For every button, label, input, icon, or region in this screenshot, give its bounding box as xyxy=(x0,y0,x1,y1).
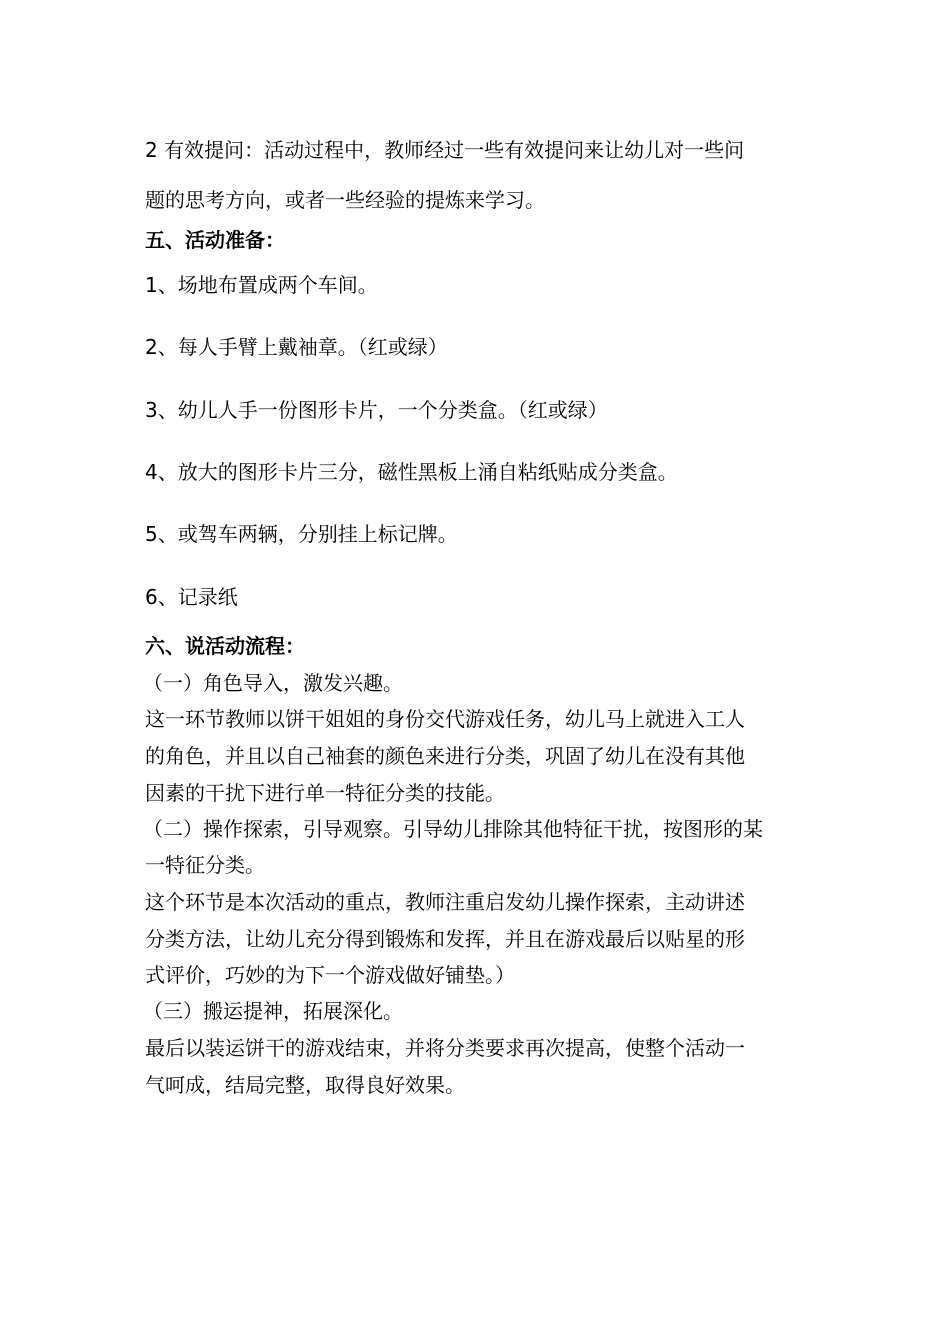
process-part-2-line-1: 这个环节是本次活动的重点，教师注重启发幼儿操作探索，主动讲述 xyxy=(145,890,745,914)
process-part-3-title: （三）搬运提神，拓展深化。 xyxy=(143,999,403,1023)
process-part-2-line-2: 分类方法，让幼儿充分得到锻炼和发挥，并且在游戏最后以贴星的形 xyxy=(145,927,745,951)
preparation-item-6: 6、记录纸 xyxy=(145,585,238,609)
process-part-1-line-3: 因素的干扰下进行单一特征分类的技能。 xyxy=(145,781,505,805)
preparation-item-3: 3、幼儿人手一份图形卡片，一个分类盒。（红或绿） xyxy=(145,398,608,422)
preparation-item-1: 1、场地布置成两个车间。 xyxy=(145,273,378,297)
process-part-2-title-line-1: （二）操作探索，引导观察。引导幼儿排除其他特征干扰，按图形的某 xyxy=(143,817,763,841)
process-part-3-line-1: 最后以装运饼干的游戏结束，并将分类要求再次提高，使整个活动一 xyxy=(145,1036,745,1060)
process-part-1-line-1: 这一环节教师以饼干姐姐的身份交代游戏任务，幼儿马上就进入工人 xyxy=(145,707,745,731)
process-part-2-line-3: 式评价，巧妙的为下一个游戏做好铺垫。） xyxy=(145,963,515,987)
process-part-3-line-2: 气呵成，结局完整，取得良好效果。 xyxy=(145,1073,465,1097)
paragraph-effective-questioning-line-2: 题的思考方向，或者一些经验的提炼来学习。 xyxy=(145,188,545,212)
preparation-item-2: 2、每人手臂上戴袖章。（红或绿） xyxy=(145,335,448,359)
paragraph-effective-questioning-line-1: 2 有效提问：活动过程中，教师经过一些有效提问来让幼儿对一些问 xyxy=(145,138,745,162)
process-part-2-title-line-2: 一特征分类。 xyxy=(145,853,265,877)
section-heading-activity-preparation: 五、活动准备： xyxy=(145,228,285,252)
section-heading-activity-process: 六、说活动流程： xyxy=(145,634,305,658)
preparation-item-5: 5、或驾车两辆，分别挂上标记牌。 xyxy=(145,522,458,546)
preparation-item-4: 4、放大的图形卡片三分，磁性黑板上涌自粘纸贴成分类盒。 xyxy=(145,460,678,484)
process-part-1-title: （一）角色导入，激发兴趣。 xyxy=(143,671,403,695)
process-part-1-line-2: 的角色，并且以自己袖套的颜色来进行分类，巩固了幼儿在没有其他 xyxy=(145,744,745,768)
